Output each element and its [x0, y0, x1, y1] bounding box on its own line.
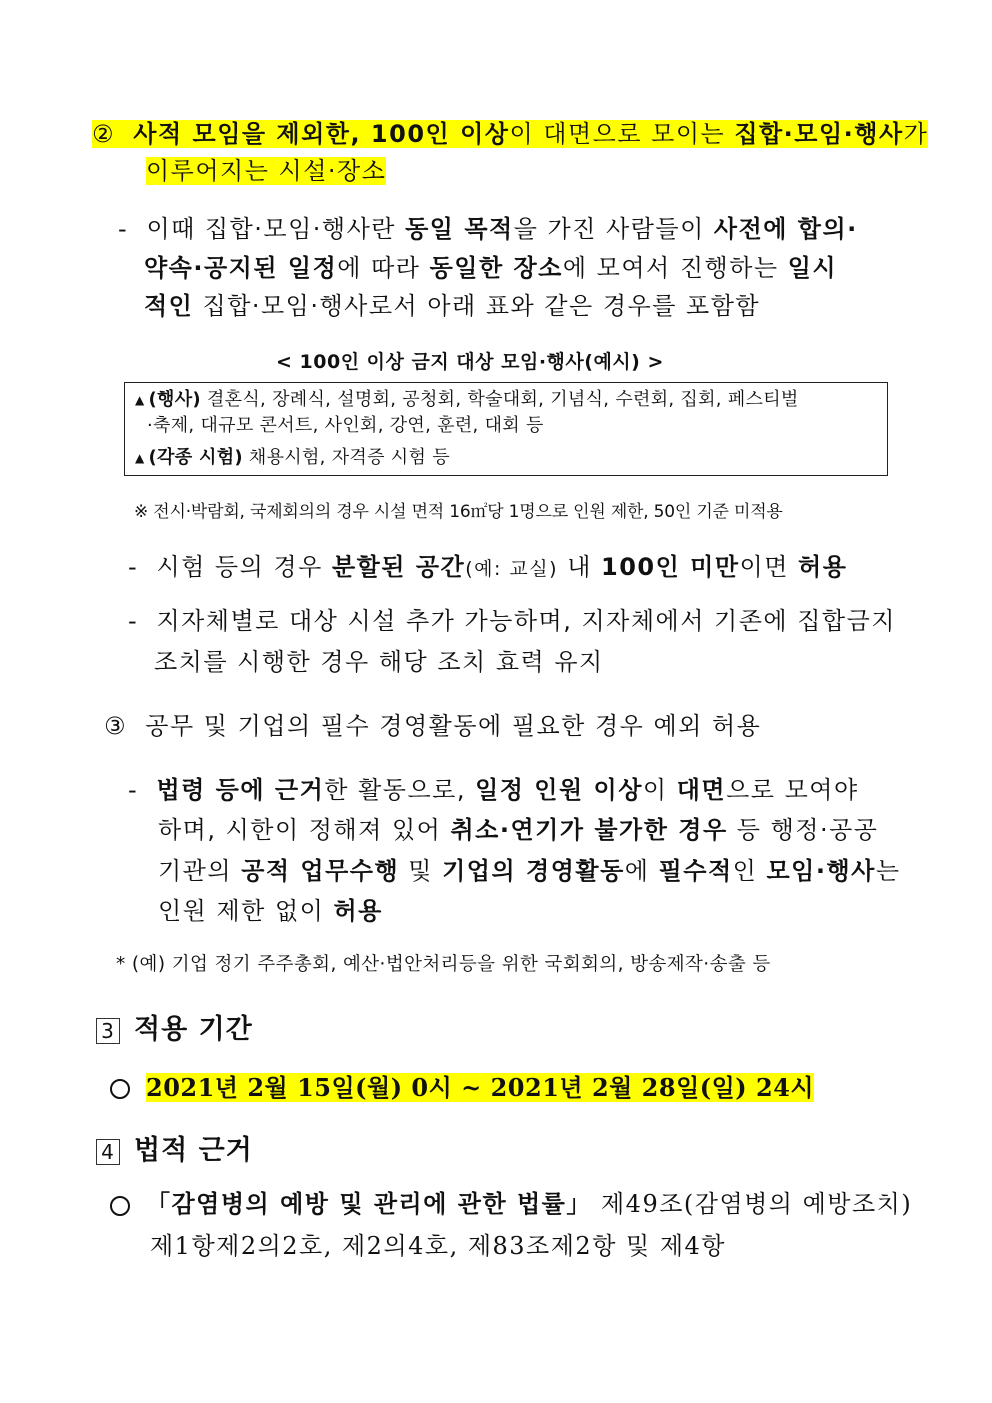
legal-line1 [110, 1187, 912, 1221]
bullet-text: 이면 [739, 553, 799, 581]
table-caption: < 100인 이상 금지 대상 모임·행사(예시) > [276, 351, 664, 373]
desc-text: 으로 모여야 [726, 776, 859, 804]
section3-title [104, 709, 761, 743]
section3-example: * (예) 기업 정기 주주총회, 예산·법안처리등을 위한 국회회의, 방송제작·송출 등 [116, 954, 771, 975]
section2-desc-line2 [144, 251, 837, 285]
section3-desc-line1 [128, 773, 859, 807]
table-row-label: (행사) [148, 389, 201, 410]
desc-text: 인원 제한 없이 [158, 897, 334, 925]
table-row-text: 결혼식, 장례식, 설명회, 공청회, 학술대회, 기념식, 수련회, 집회, 페스티벌 [200, 389, 799, 410]
triangle-bullet-icon: ▲ [135, 451, 145, 465]
desc-bold: 기업의 경영활동 [442, 857, 625, 885]
desc-bold: 모임·행사 [766, 857, 876, 885]
dash-marker: - [128, 776, 139, 804]
section2-title-bold-b: 집합·모임·행사 [734, 120, 904, 148]
desc-text: 한 활동으로, [324, 776, 476, 804]
desc-bold: 동일한 장소 [429, 254, 563, 282]
table-row-text: ·축제, 대규모 콘서트, 사인회, 강연, 훈련, 대회 등 [147, 415, 544, 436]
desc-bold: 일정 인원 이상 [475, 776, 643, 804]
dash-marker: - [128, 607, 139, 635]
law-name: 「감염병의 예방 및 관리에 관한 법률」 [146, 1189, 592, 1218]
desc-bold: 취소·연기가 불가한 경우 [450, 816, 728, 844]
desc-bold: 사전에 합의· [713, 215, 858, 243]
bullet-bold: 허용 [798, 553, 848, 581]
desc-text: 집합·모임·행사로서 아래 표와 같은 경우를 포함함 [193, 292, 761, 320]
desc-text: 을 가진 사람들이 [513, 215, 714, 243]
bullet-bold: 100인 미만 [601, 553, 740, 581]
section2-bullet-b-line1 [128, 604, 896, 638]
desc-bold: 법령 등에 근거 [156, 776, 325, 804]
exhibition-note: ※ 전시·박람회, 국제회의의 경우 시설 면적 16㎡당 1명으로 인원 제한, 50인 기준 미적용 [134, 502, 783, 522]
bullet-text: 시험 등의 경우 [156, 553, 332, 581]
circle-bullet-icon [110, 1196, 130, 1216]
desc-text: 인 [732, 857, 767, 885]
section3-desc-line2 [158, 813, 878, 847]
section2-title-tail: 가 [903, 120, 929, 148]
section2-title-line2-text: 이루어지는 시설·장소 [146, 157, 387, 185]
legal-text: 제49조(감염병의 예방조치) [591, 1190, 913, 1218]
section2-title-plain: 이 대면으로 모이는 [509, 120, 735, 148]
desc-text: 하며, 시한이 정해져 있어 [158, 816, 451, 844]
desc-bold: 대면 [676, 776, 727, 804]
desc-text: 에 따라 [337, 254, 430, 282]
desc-text: 이 [642, 776, 677, 804]
section3-marker: ③ [104, 712, 128, 740]
table-row-text: 채용시험, 자격증 시험 등 [242, 447, 450, 468]
section3-title-text: 공무 및 기업의 필수 경영활동에 필요한 경우 예외 허용 [145, 712, 762, 740]
desc-bold: 허용 [333, 897, 383, 925]
desc-text: 에 모여서 진행하는 [562, 254, 788, 282]
legal-header [96, 1133, 253, 1169]
period-header-title: 적용 기간 [134, 1014, 253, 1045]
desc-text: 및 [399, 857, 443, 885]
section2-desc-line1 [118, 212, 858, 246]
period-header [96, 1012, 253, 1048]
bullet-text: 지자체별로 대상 시설 추가 가능하며, 지자체에서 기존에 집합금지 [156, 607, 896, 635]
desc-text: 이때 집합·모임·행사란 [146, 215, 406, 243]
table-row-continuation [147, 413, 544, 439]
dash-marker: - [118, 215, 129, 243]
period-text: 2021년 2월 15일(월) 0시 ~ 2021년 2월 28일(일) 24시 [146, 1073, 815, 1102]
desc-bold: 동일 목적 [405, 215, 514, 243]
desc-text: 는 [875, 857, 901, 885]
table-row [135, 445, 450, 471]
period-line [110, 1071, 814, 1105]
desc-text: 에 [624, 857, 659, 885]
circle-bullet-icon [110, 1079, 130, 1099]
section3-desc-line4 [158, 894, 383, 928]
section2-bullet-a [128, 550, 847, 586]
table-row [135, 387, 799, 413]
boxed-number-3: 3 [96, 1018, 120, 1044]
bullet-text: 조치를 시행한 경우 해당 조치 효력 유지 [154, 648, 604, 676]
desc-bold: 공적 업무수행 [241, 857, 400, 885]
section2-marker: ② [92, 120, 116, 148]
section2-bullet-b-line2 [154, 645, 604, 679]
section2-title-line1 [92, 117, 928, 151]
section2-title-bold-a: 사적 모임을 제외한, 100인 이상 [133, 120, 510, 148]
section3-desc-line3 [158, 854, 901, 888]
legal-text: 제1항제2의2호, 제2의4호, 제83조제2항 및 제4항 [150, 1232, 726, 1260]
bullet-paren: (예: 교실) [465, 558, 559, 580]
triangle-bullet-icon: ▲ [135, 393, 145, 407]
desc-bold: 필수적 [658, 857, 733, 885]
bullet-bold: 분할된 공간 [331, 553, 466, 581]
legal-line2 [150, 1229, 726, 1263]
desc-bold: 일시 [787, 254, 838, 282]
desc-bold: 적인 [144, 292, 194, 320]
desc-text: 등 행정·공공 [727, 816, 879, 844]
table-row-label: (각종 시험) [148, 447, 243, 468]
desc-text: 기관의 [158, 857, 242, 885]
desc-bold: 약속·공지된 일정 [144, 254, 338, 282]
dash-marker: - [128, 553, 139, 581]
section2-desc-line3 [144, 289, 760, 323]
bullet-text: 내 [558, 553, 602, 581]
examples-table [124, 382, 888, 476]
boxed-number-4: 4 [96, 1139, 120, 1165]
legal-header-title: 법적 근거 [134, 1135, 253, 1166]
section2-title-line2 [146, 154, 386, 188]
section2-highlight [92, 120, 928, 148]
